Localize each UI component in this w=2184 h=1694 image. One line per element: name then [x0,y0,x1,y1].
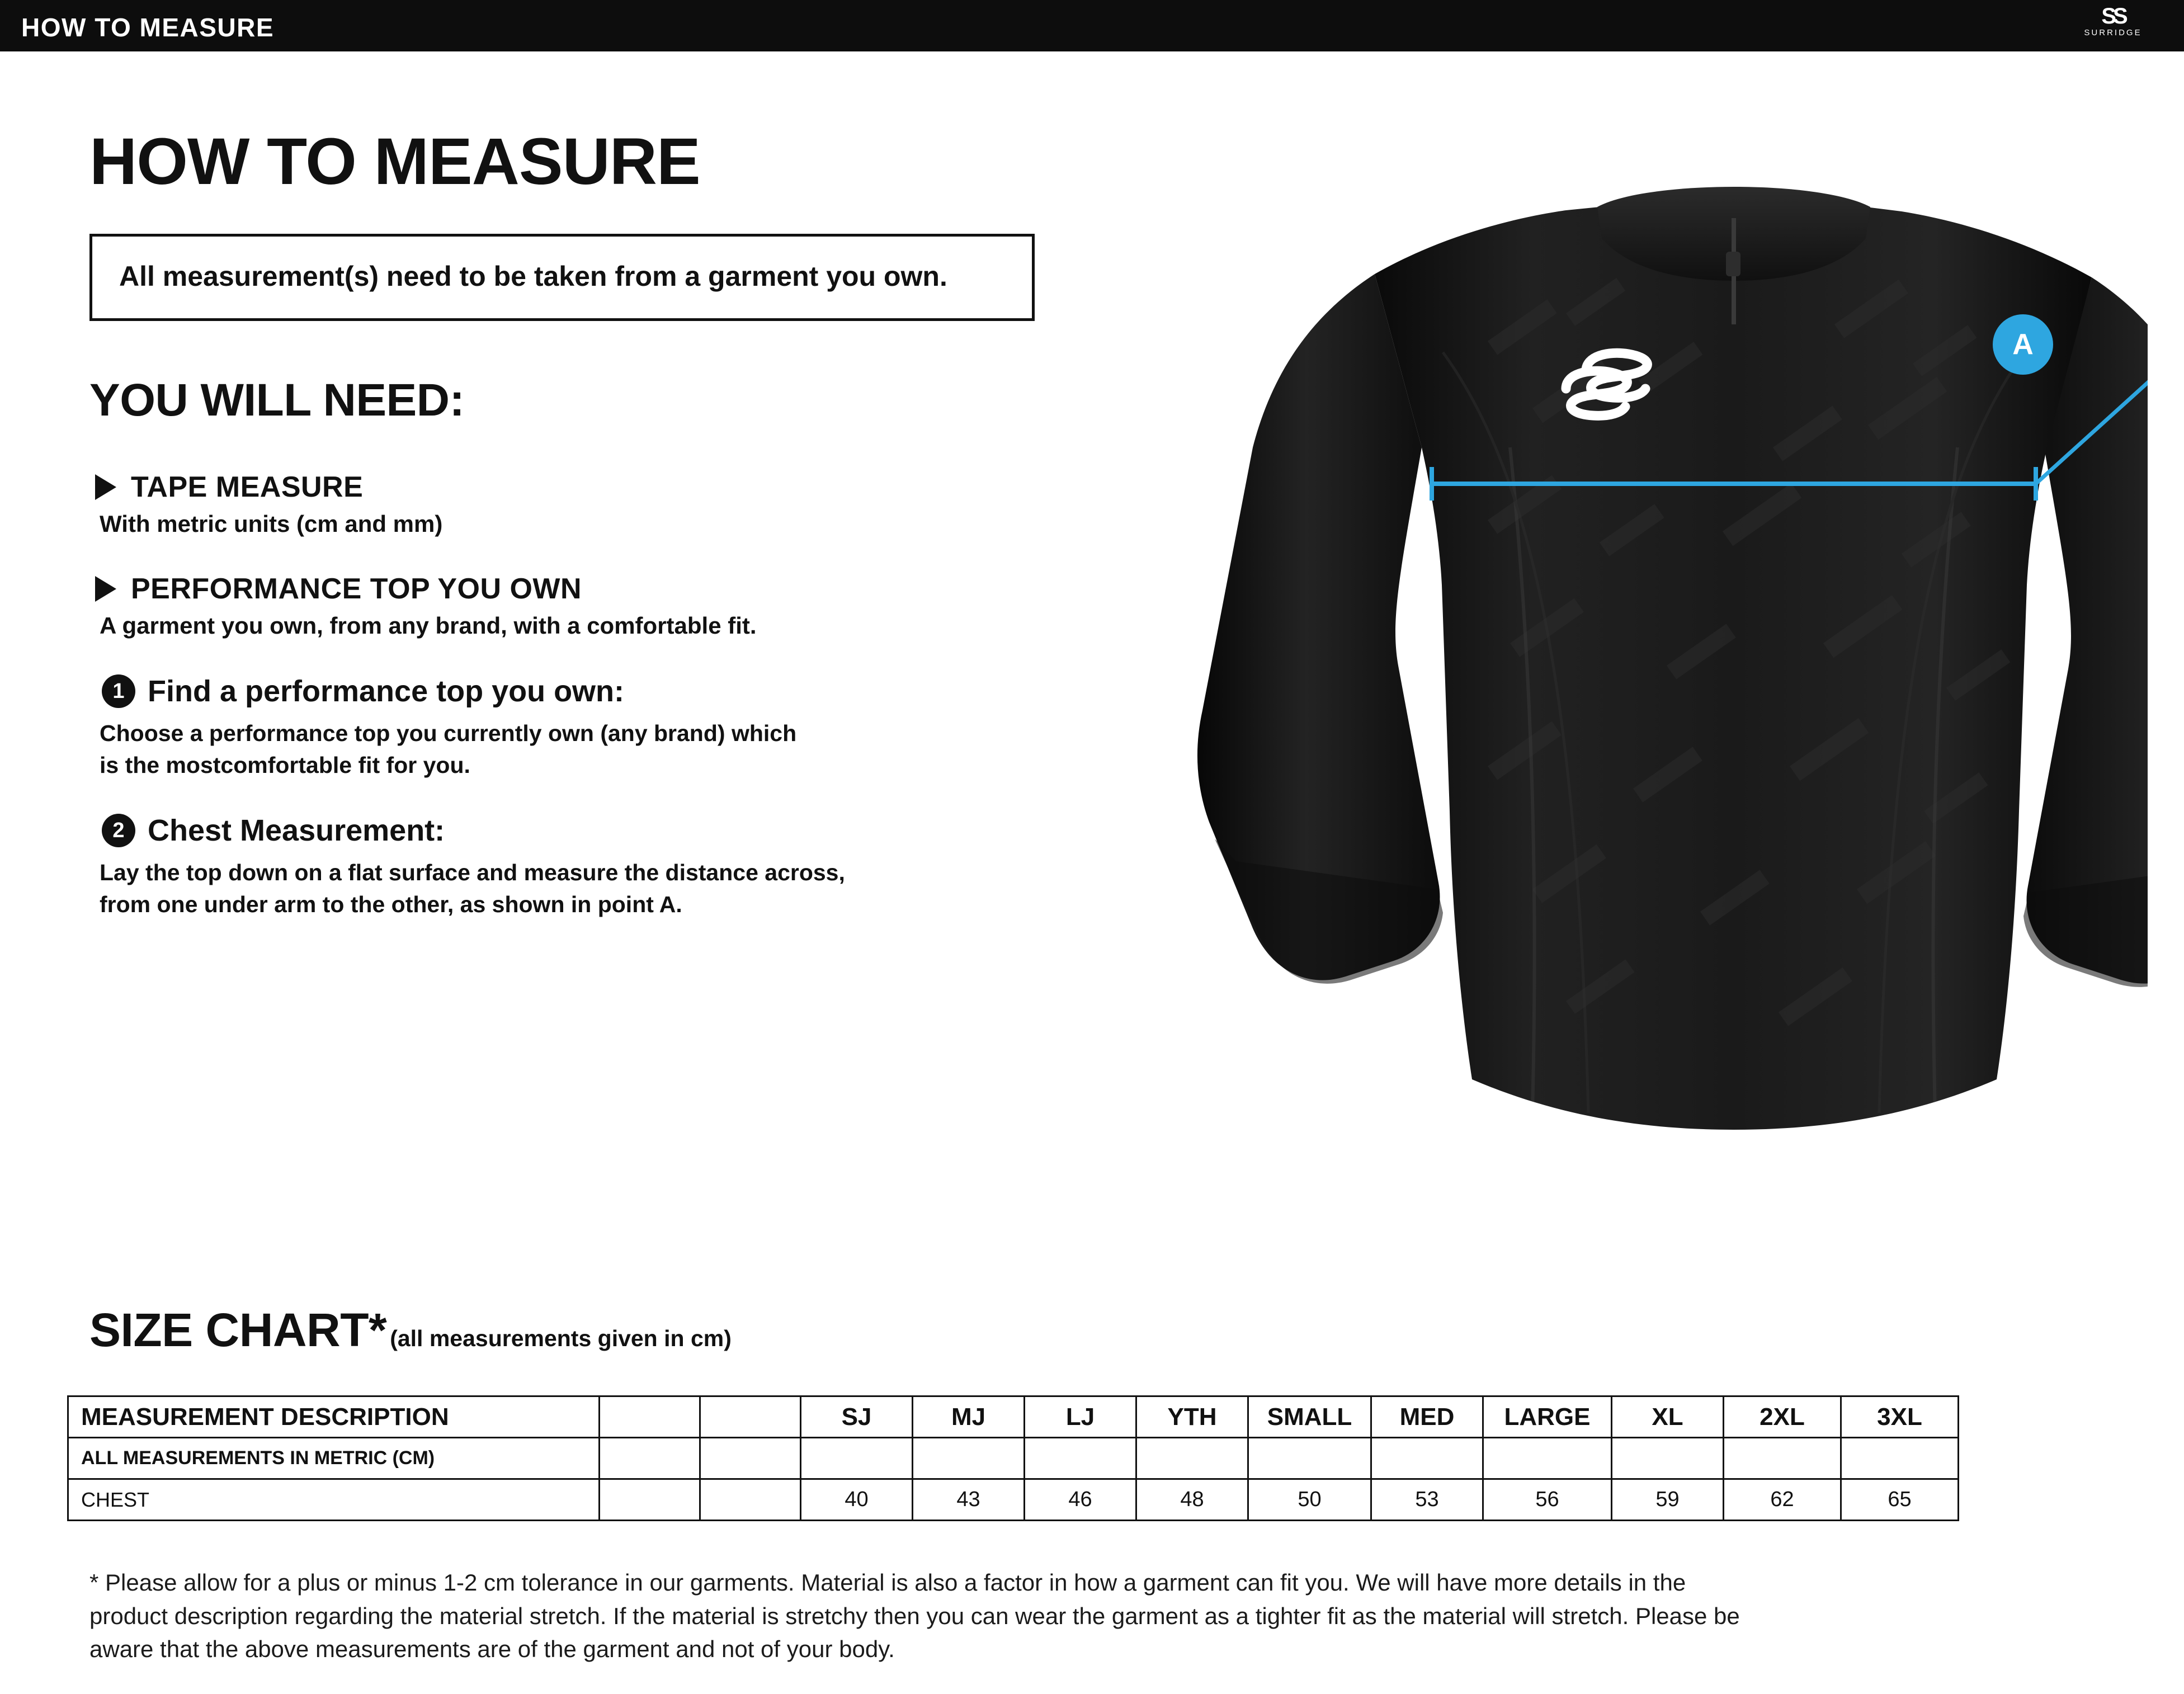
top-bar [0,0,2184,51]
size-chart-table [67,1395,1959,1521]
col-header-xl: XL [1612,1396,1724,1438]
row-cell [1371,1438,1483,1479]
step-1 [89,674,1169,781]
row-cell: 65 [1841,1479,1959,1521]
measurement-callout-box [89,234,1035,321]
row-cell: 56 [1483,1479,1612,1521]
col-header-blank2 [700,1396,801,1438]
row-cell: 50 [1248,1479,1371,1521]
triangle-bullet-icon [95,576,116,602]
brand-logo [2065,4,2161,47]
step-body [100,718,1169,781]
row-label: ALL MEASUREMENTS IN METRIC (CM) [68,1438,600,1479]
col-header-lj: LJ [1025,1396,1136,1438]
zip-pull-icon [1726,252,1740,276]
row-cell [1025,1438,1136,1479]
row-cell [1483,1438,1612,1479]
garment-illustration [1174,185,2148,1297]
top-bar-title: HOW TO MEASURE [21,13,275,42]
you-will-need-heading: YOU WILL NEED: [89,375,465,426]
row-cell [1841,1438,1959,1479]
size-chart-table-wrap [67,1395,1922,1521]
row-cell: 40 [801,1479,913,1521]
brand-mark-icon: SS [2101,4,2125,29]
row-cell [1724,1438,1841,1479]
need-item-performance-top [89,572,1169,639]
callout-marker-a: A [1993,314,2053,375]
need-item-title: TAPE MEASURE [131,471,364,503]
page-title: HOW TO MEASURE [89,125,700,199]
need-item-subtitle: With metric units (cm and mm) [100,511,443,537]
step-body-line: from one under arm to the other, as shown in point A. [100,891,682,917]
step-title: Chest Measurement: [148,814,445,848]
step-2 [89,813,1169,920]
row-cell [700,1479,801,1521]
triangle-bullet-icon [95,474,116,500]
col-header-large: LARGE [1483,1396,1612,1438]
table-row [68,1479,1959,1521]
col-header-small: SMALL [1248,1396,1371,1438]
row-cell [1136,1438,1248,1479]
step-body-line: Lay the top down on a flat surface and measure the distance across, [100,860,845,886]
table-row [68,1438,1959,1479]
need-item-header [89,572,1169,606]
col-header-med: MED [1371,1396,1483,1438]
step-body [100,857,1169,920]
step-title: Find a performance top you own: [148,674,625,708]
measurement-callout-text: All measurement(s) need to be taken from a garment you own. [119,261,947,292]
row-cell: 59 [1612,1479,1724,1521]
step-header [89,674,1169,709]
brand-name-label: SURRIDGE [2084,28,2142,37]
need-item-title: PERFORMANCE TOP YOU OWN [131,573,582,605]
col-header-mj: MJ [913,1396,1025,1438]
step-header [89,813,1169,848]
row-cell: 53 [1371,1479,1483,1521]
col-header-yth: YTH [1136,1396,1248,1438]
col-header-description: MEASUREMENT DESCRIPTION [68,1396,600,1438]
col-header-blank1 [600,1396,700,1438]
row-cell [801,1438,913,1479]
size-chart-title: SIZE CHART* [89,1304,387,1356]
row-cell: 43 [913,1479,1025,1521]
row-cell [913,1438,1025,1479]
row-cell: 48 [1136,1479,1248,1521]
step-number-badge: 1 [102,674,135,708]
step-number-badge: 2 [102,814,135,847]
table-header-row [68,1396,1959,1438]
row-cell [1248,1438,1371,1479]
size-chart-note: (all measurements given in cm) [390,1325,732,1351]
col-header-sj: SJ [801,1396,913,1438]
row-cell [1612,1438,1724,1479]
step-body-line: Choose a performance top you currently own (any brand) which [100,720,797,746]
col-header-3xl: 3XL [1841,1396,1959,1438]
need-item-subtitle: A garment you own, from any brand, with a comfortable fit. [100,612,757,639]
need-item-header [89,470,1169,504]
size-chart-heading [89,1303,732,1357]
step-body-line: is the mostcomfortable fit for you. [100,752,470,778]
row-cell: 46 [1025,1479,1136,1521]
row-label: CHEST [68,1479,600,1521]
need-item-tape-measure [89,470,1169,537]
content-column [89,125,1169,920]
row-cell: 62 [1724,1479,1841,1521]
row-cell [600,1479,700,1521]
row-cell [700,1438,801,1479]
footnote-text: * Please allow for a plus or minus 1-2 cm tolerance in our garments. Material is also a factor in how a garment can fit you. We will have more details in the product description regarding the material stretch. If the material is stretchy then you can wear the garment as a tighter fit as the material will stretch. Please be aware that the above measurements are of the garment and not of your body. [89,1569,1740,1663]
col-header-2xl: 2XL [1724,1396,1841,1438]
row-cell [600,1438,700,1479]
